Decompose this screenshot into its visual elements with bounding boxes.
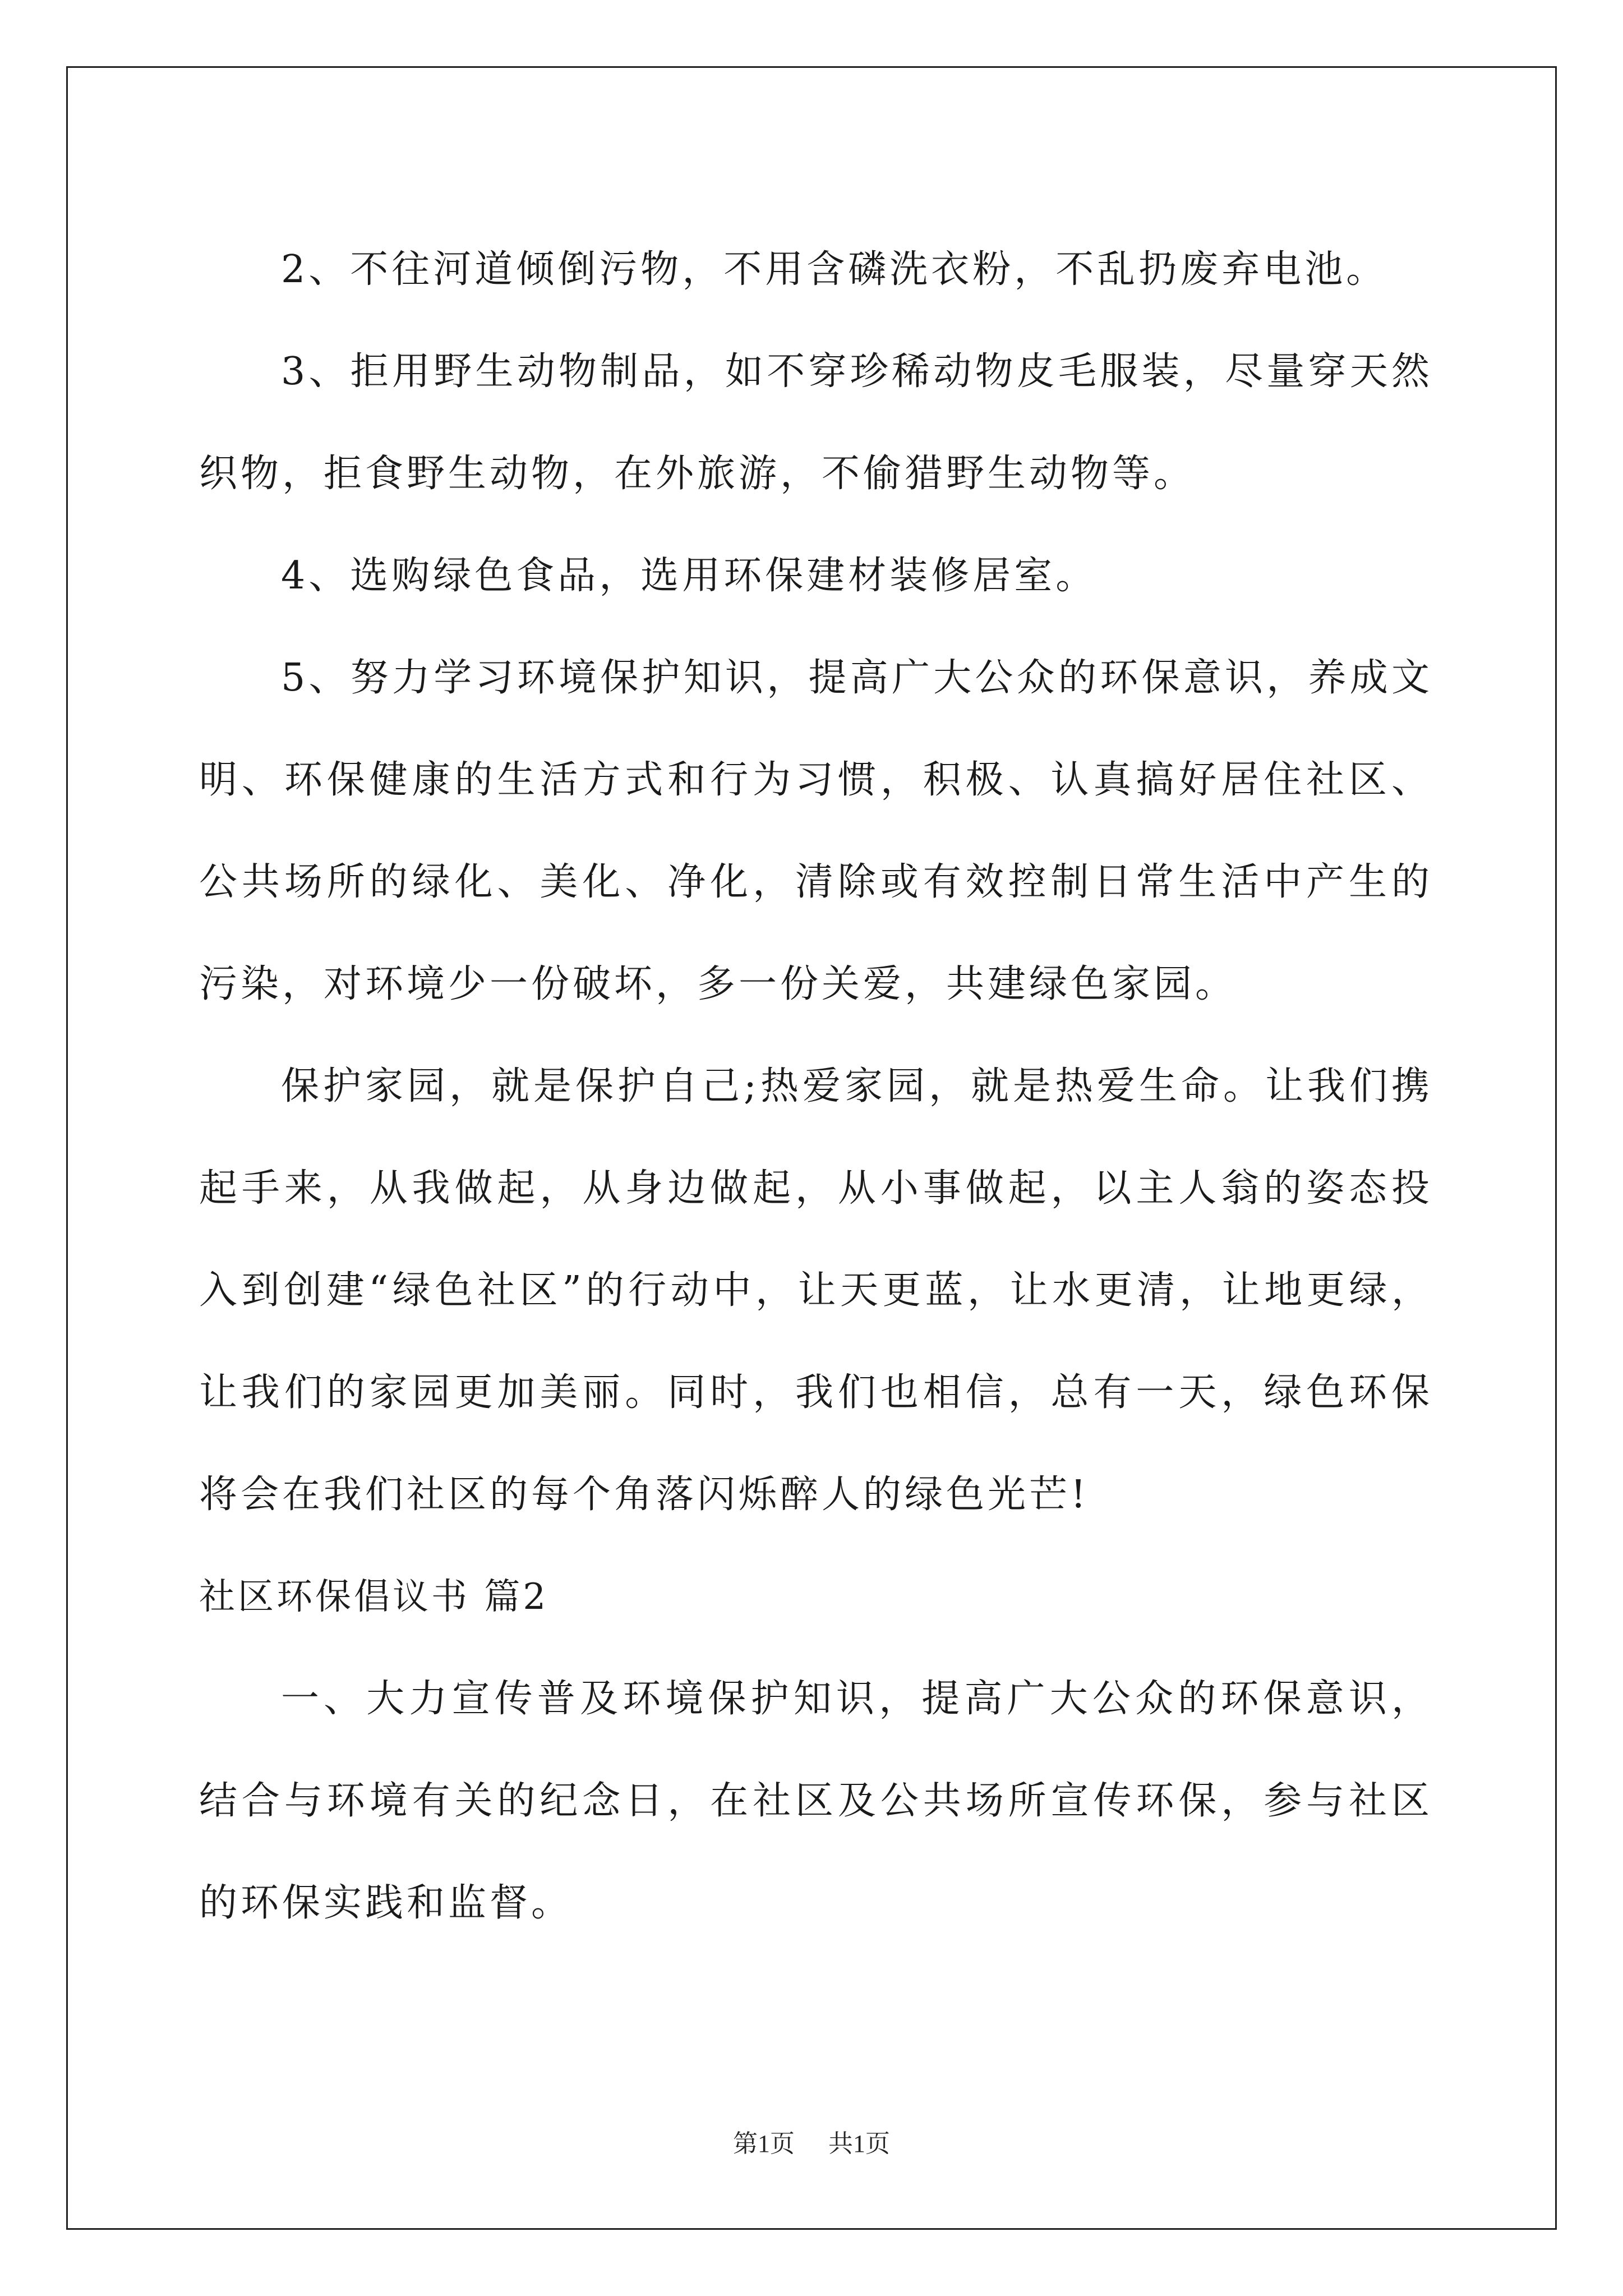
paragraph-item-4: 4、选购绿色食品，选用环保建材装修居室。 [281, 554, 1098, 598]
paragraph-item-3: 3、拒用野生动物制品，如不穿珍稀动物皮毛服装，尽量穿天然织物，拒食野生动物，在外旅游，不偷猎野生动物等。 [199, 349, 1433, 496]
section-heading: 社区环保倡议书 篇2 [199, 1576, 549, 1618]
page-footer [0, 2127, 1623, 2161]
paragraph-item-5: 5、努力学习环境保护知识，提高广大公众的环保意识，养成文明、环保健康的生活方式和行为习惯，积极、认真搞好居住社区、公共场所的绿化、美化、净化，清除或有效控制日常生活中产生的污染，对环境少一份破坏，多一份关爱，共建绿色家园。 [199, 656, 1433, 1006]
paragraph-conclusion: 保护家园，就是保护自己;热爱家园，就是热爱生命。让我们携起手来，从我做起，从身边做起，从小事做起，以主人翁的姿态投入到创建“绿色社区”的行动中，让天更蓝，让水更清，让地更绿，让我们的家园更加美丽。同时，我们也相信，总有一天，绿色环保将会在我们社区的每个角落闪烁醉人的绿色光芒! [199, 1064, 1433, 1517]
document-body [199, 219, 1433, 1954]
page-total: 共1页 [828, 2130, 890, 2157]
section-paragraph-1: 一、大力宣传普及环境保护知识，提高广大公众的环保意识，结合与环境有关的纪念日，在社区及公共场所宣传环保，参与社区的环保实践和监督。 [199, 1677, 1433, 1925]
page-number: 第1页 [733, 2130, 795, 2157]
paragraph-item-2: 2、不往河道倾倒污物，不用含磷洗衣粉，不乱扔废弃电池。 [281, 247, 1388, 292]
